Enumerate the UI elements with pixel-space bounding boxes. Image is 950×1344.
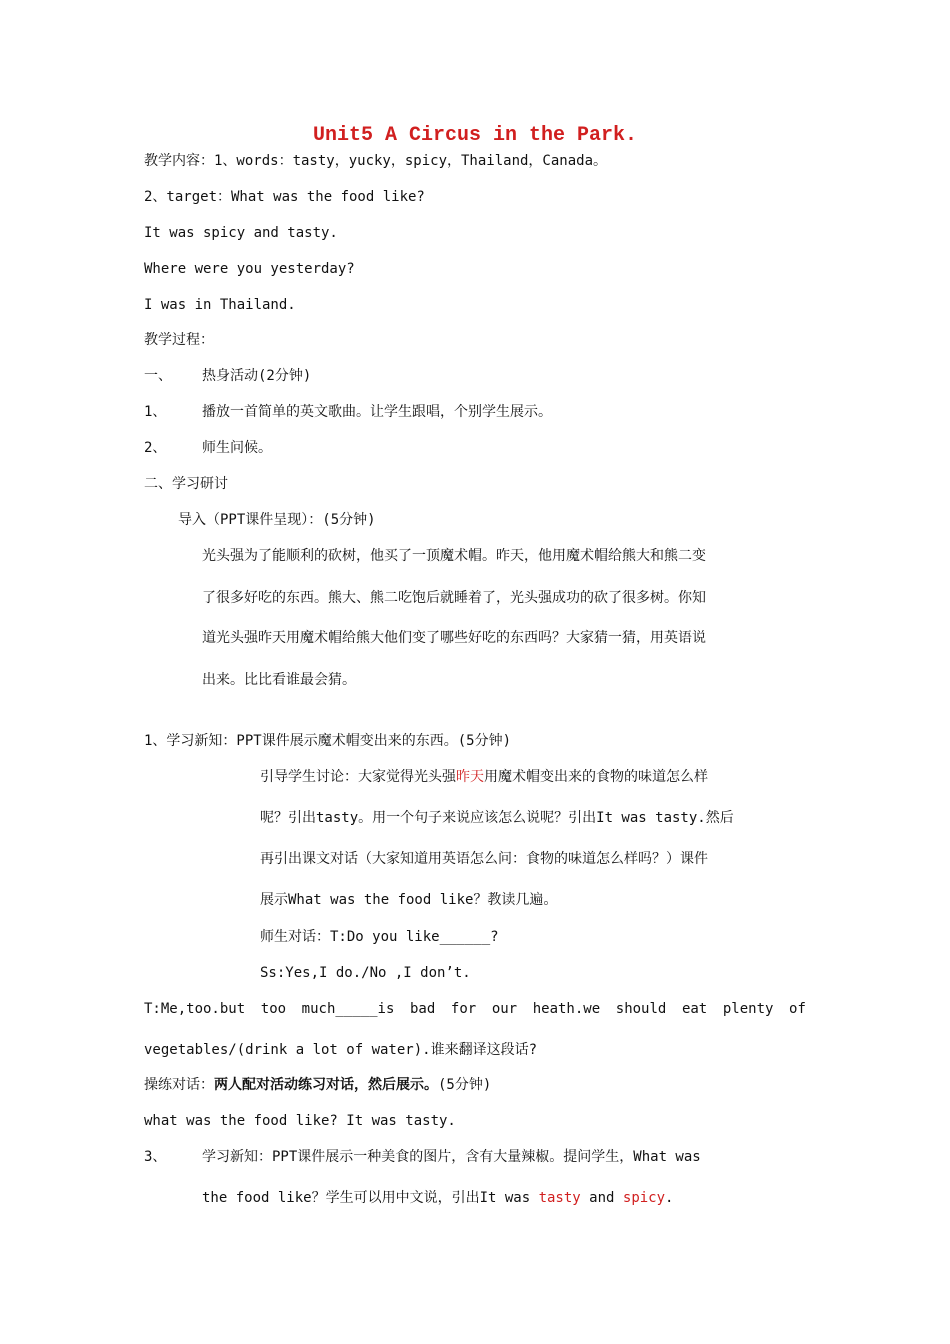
- teaching-content-line: 教学内容：1、words：tasty，yucky，spicy，Thailand，Canada。: [144, 153, 608, 169]
- guide-line: 展示What was the food like？教读几遍。: [260, 892, 558, 908]
- paragraph-line: 出来。比比看谁最会猜。: [202, 672, 356, 688]
- practice-label: 操练对话：: [144, 1077, 214, 1093]
- word: much_____is: [301, 1001, 395, 1017]
- sentence-line: I was in Thailand.: [144, 297, 296, 313]
- paragraph-line: 光头强为了能顺利的砍树，他买了一顶魔术帽。昨天，他用魔术帽给熊大和熊二变: [202, 548, 706, 564]
- paragraph-line: vegetables/(drink a lot of water).谁来翻译这段话?: [144, 1042, 538, 1058]
- guide-text: 引导学生讨论：大家觉得光头强: [260, 769, 456, 785]
- list-number: 3、: [144, 1149, 167, 1165]
- document-title: Unit5 A Circus in the Park.: [312, 124, 638, 147]
- list-item-text: 师生问候。: [202, 440, 272, 456]
- guide-line: 再引出课文对话（大家知道用英语怎么问：食物的味道怎么样吗？）课件: [260, 851, 708, 867]
- word: of: [789, 1001, 806, 1017]
- paragraph-line: 道光头强昨天用魔术帽给熊大他们变了哪些好吃的东西吗？大家猜一猜，用英语说: [202, 630, 706, 646]
- practice-line: [144, 1075, 491, 1095]
- section-heading: 教学过程：: [144, 332, 214, 348]
- guide-text: 用魔术帽变出来的食物的味道怎么样: [484, 769, 708, 785]
- sentence-line: Where were you yesterday?: [144, 261, 355, 277]
- word: heath.we: [532, 1001, 601, 1017]
- section-heading: 二、学习研讨: [144, 476, 228, 492]
- word: too: [260, 1001, 287, 1017]
- continuation-text: .: [665, 1190, 674, 1206]
- continuation-text: the food like？学生可以用中文说，引出It was: [202, 1190, 539, 1206]
- sentence-line: It was spicy and tasty.: [144, 225, 338, 241]
- practice-duration: (5分钟): [438, 1077, 492, 1093]
- guide-line: 呢？引出tasty。用一个句子来说应该怎么说呢？引出It was tasty.然后: [260, 810, 734, 826]
- guide-line: [260, 767, 708, 787]
- list-item-text: 播放一首简单的英文歌曲。让学生跟唱，个别学生展示。: [202, 404, 552, 420]
- practice-emphasis: 两人配对活动练习对话，然后展示。: [214, 1077, 438, 1093]
- list-number: 2、: [144, 440, 167, 456]
- list-item-continuation: [202, 1188, 673, 1208]
- intro-line: 导入（PPT课件呈现）：(5分钟): [178, 512, 376, 528]
- continuation-text: and: [580, 1190, 623, 1206]
- highlight-text: 昨天: [456, 769, 484, 785]
- highlight-text: spicy: [622, 1190, 666, 1206]
- highlight-text: tasty: [538, 1190, 581, 1206]
- dialogue-line: 师生对话：T:Do you like______?: [260, 929, 499, 945]
- word: plenty: [722, 1001, 774, 1017]
- practice-sentence: what was the food like? It was tasty.: [144, 1113, 456, 1129]
- word: for: [450, 1001, 477, 1017]
- list-number: 一、: [144, 368, 172, 384]
- justified-line: [144, 999, 806, 1019]
- word: should: [615, 1001, 667, 1017]
- dialogue-line: Ss:Yes,I do./No ,I don’t.: [260, 965, 471, 981]
- word: T:Me,too.but: [144, 1001, 246, 1017]
- word: our: [491, 1001, 518, 1017]
- list-item-text: 热身活动(2分钟): [202, 368, 312, 384]
- paragraph-line: 了很多好吃的东西。熊大、熊二吃饱后就睡着了，光头强成功的砍了很多树。你知: [202, 590, 706, 606]
- step-heading: 1、学习新知：PPT课件展示魔术帽变出来的东西。(5分钟): [144, 733, 511, 749]
- word: eat: [681, 1001, 708, 1017]
- word: bad: [410, 1001, 436, 1017]
- list-number: 1、: [144, 404, 167, 420]
- target-line: 2、target：What was the food like?: [144, 189, 425, 205]
- list-item-text: 学习新知：PPT课件展示一种美食的图片，含有大量辣椒。提问学生，What was: [202, 1149, 701, 1165]
